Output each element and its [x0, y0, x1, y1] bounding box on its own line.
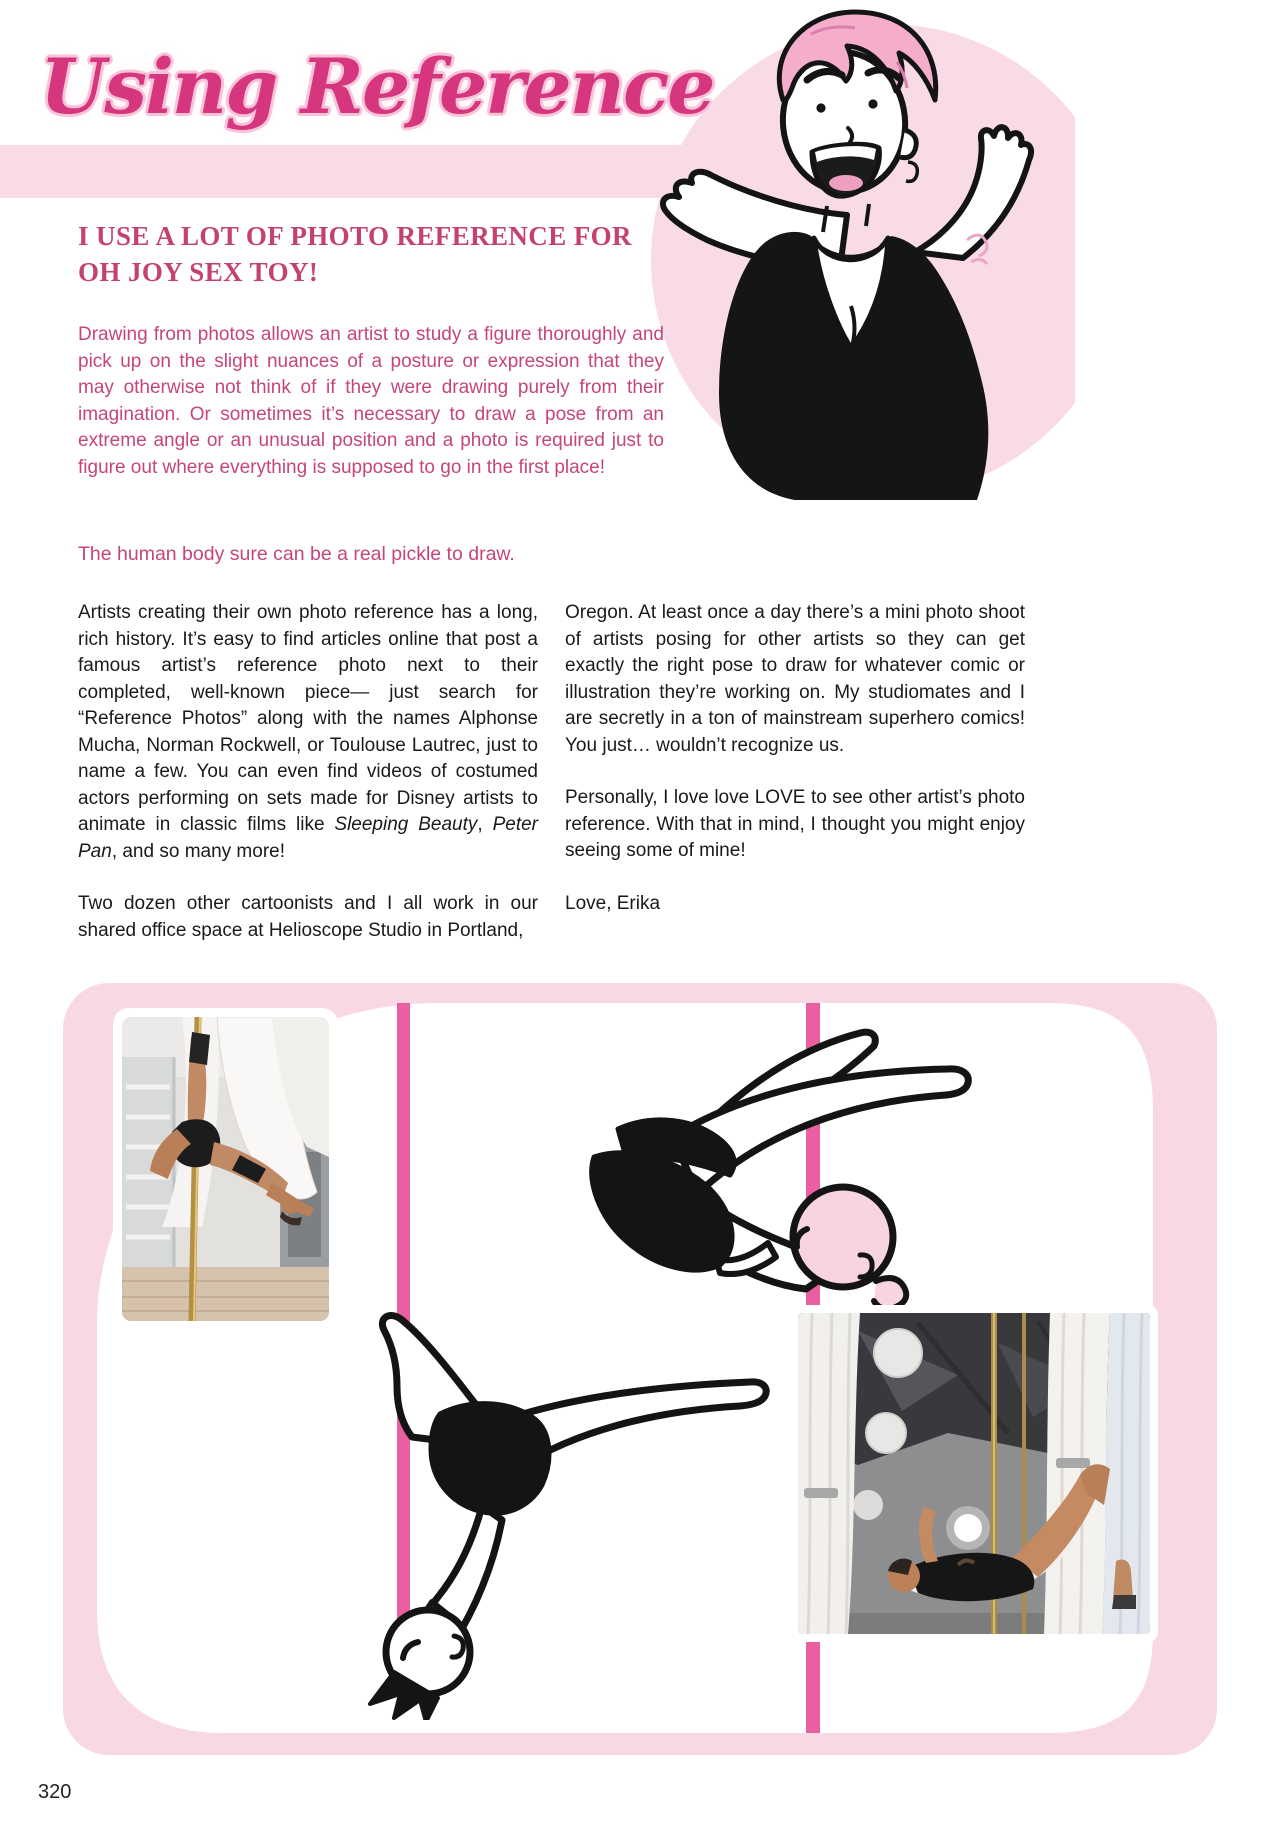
body-columns	[78, 600, 1025, 970]
photo-pole-studio	[113, 1008, 338, 1330]
column-left	[78, 600, 538, 970]
column-right	[565, 600, 1025, 970]
paragraph-oregon: Oregon. At least once a day there’s a mini photo shoot of artists posing for other artists so they can get exactly the right pose to draw for whatever comic or illustration they’re working on. My studiomates and I are secretly in a ton of mainstream superhero comics! You just… wouldn’t recognize us.	[565, 602, 1025, 756]
paragraph-personally: Personally, I love love LOVE to see other artist’s photo reference. With that in mind, I thought you might enjoy seeing some of mine!	[565, 787, 1025, 861]
aerial-studio-photo-image	[798, 1313, 1150, 1634]
pole-studio-photo-image	[122, 1017, 329, 1321]
drawing-inverted-dancer-top	[560, 1005, 980, 1305]
photo-aerial-studio	[790, 1305, 1158, 1642]
page-title: Using Reference	[40, 42, 714, 131]
page-number: 320	[38, 1781, 72, 1803]
article-heading-line2: OH JOY SEX TOY!	[78, 257, 319, 287]
paragraph-studio: Two dozen other cartoonists and I all work in our shared office space at Helioscope Studio in Portland,	[78, 893, 538, 941]
intro-paragraph: Drawing from photos allows an artist to study a figure thoroughly and pick up on the slight nuances of a posture or expression that they may otherwise not think of if they were drawing purely from their imagination. Or sometimes it’s necessary to draw a pose from an extreme angle or an unusual position and a photo is required just to figure out where everything is supposed to go in the first place!	[78, 324, 664, 478]
article-heading	[78, 218, 658, 290]
pickle-line: The human body sure can be a real pickle to draw.	[78, 543, 515, 565]
reference-panel	[63, 983, 1217, 1755]
article-heading-line1: I USE A LOT OF PHOTO REFERENCE FOR	[78, 221, 632, 251]
drawing-inverted-dancer-left	[330, 1280, 770, 1720]
paragraph-history: Artists creating their own photo reference has a long, rich history. It’s easy to find articles online that post a famous artist’s reference photo next to their completed, well-known piece— just search for “Reference Photos” along with the names Alphonse Mucha, Norman Rockwell, or Toulouse Lautrec, just to name a few. You can even find videos of costumed actors performing on sets made for Disney artists to animate in classic films like Sleeping Beauty, Peter Pan, and so many more!	[78, 602, 538, 862]
signoff: Love, Erika	[565, 892, 661, 914]
